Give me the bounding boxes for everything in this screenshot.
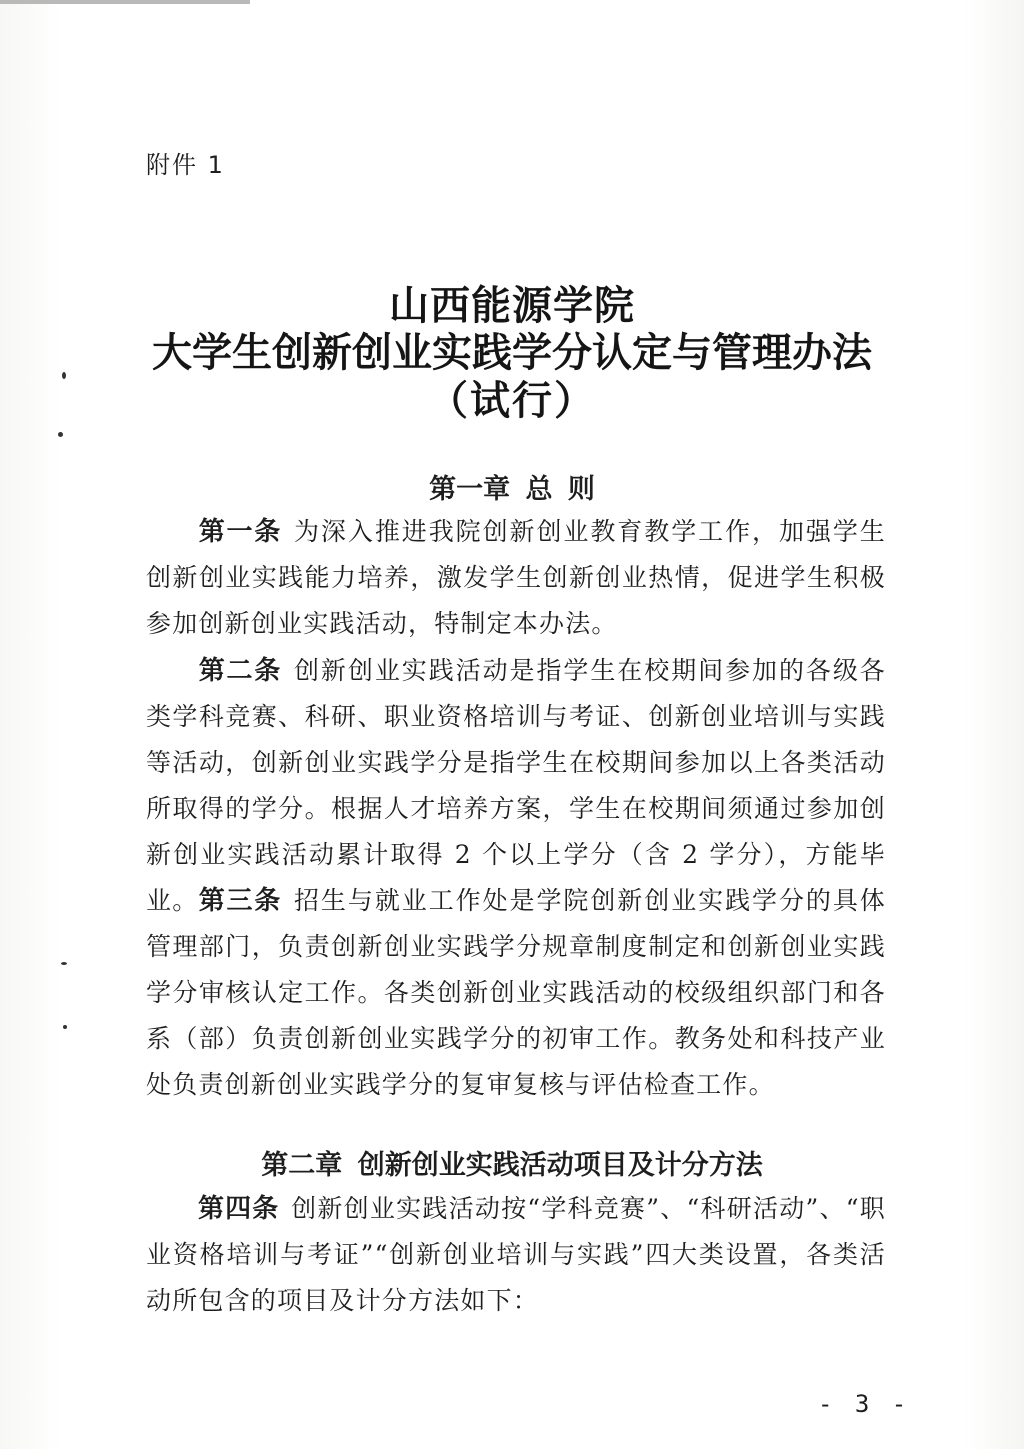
title-line-3: （试行） [428, 377, 596, 424]
article-2-text: 创新创业实践活动是指学生在校期间参加的各级各类学科竞赛、科研、职业资格培训与考证、创新创业培训与实践等活动，创新创业实践学分是指学生在校期间参加以上各类活动所取得的学分。根据人才培养方案，学生在校期间须通过参加创新创业实践活动累计取得 2 个以上学分（含 2 学分），方能毕业。 [146, 656, 886, 915]
page-number: - 3 - [818, 1390, 911, 1418]
scan-speck [58, 432, 63, 437]
scan-speck [61, 962, 67, 965]
article-3-text: 招生与就业工作处是学院创新创业实践学分的具体管理部门，负责创新创业实践学分规章制度制定和创新创业实践学分审核认定工作。各类创新创业实践活动的校级组织部门和各系（部）负责创新创业实践学分的初审工作。教务处和科技产业处负责创新创业实践学分的复审复核与评估检查工作。 [146, 886, 886, 1099]
article-1-text: 为深入推进我院创新创业教育教学工作，加强学生创新创业实践能力培养，激发学生创新创业热情，促进学生积极参加创新创业实践活动，特制定本办法。 [146, 517, 886, 638]
article-1-label: 第一条 [198, 517, 282, 547]
title-line-2: 大学生创新创业实践学分认定与管理办法 [152, 329, 872, 376]
article-4 [146, 1186, 886, 1324]
article-1 [146, 509, 886, 647]
chapter-2-heading: 第二章 创新创业实践活动项目及计分方法 [261, 1150, 763, 1181]
title-line-1: 山西能源学院 [389, 282, 635, 329]
article-3-label: 第三条 [198, 886, 282, 916]
scan-edge [0, 0, 250, 4]
article-2-label: 第二条 [198, 656, 282, 686]
article-4-label: 第四条 [198, 1194, 280, 1224]
attachment-label: 附件 1 [146, 151, 225, 179]
article-4-text: 创新创业实践活动按“学科竞赛”、“科研活动”、“职业资格培训与考证”“创新创业培训与实践”四大类设置，各类活动所包含的项目及计分方法如下： [146, 1194, 886, 1315]
article-3 [146, 878, 886, 1108]
scan-speck [63, 1025, 67, 1029]
scan-speck [62, 372, 66, 379]
chapter-1-heading: 第一章 总 则 [429, 474, 595, 505]
